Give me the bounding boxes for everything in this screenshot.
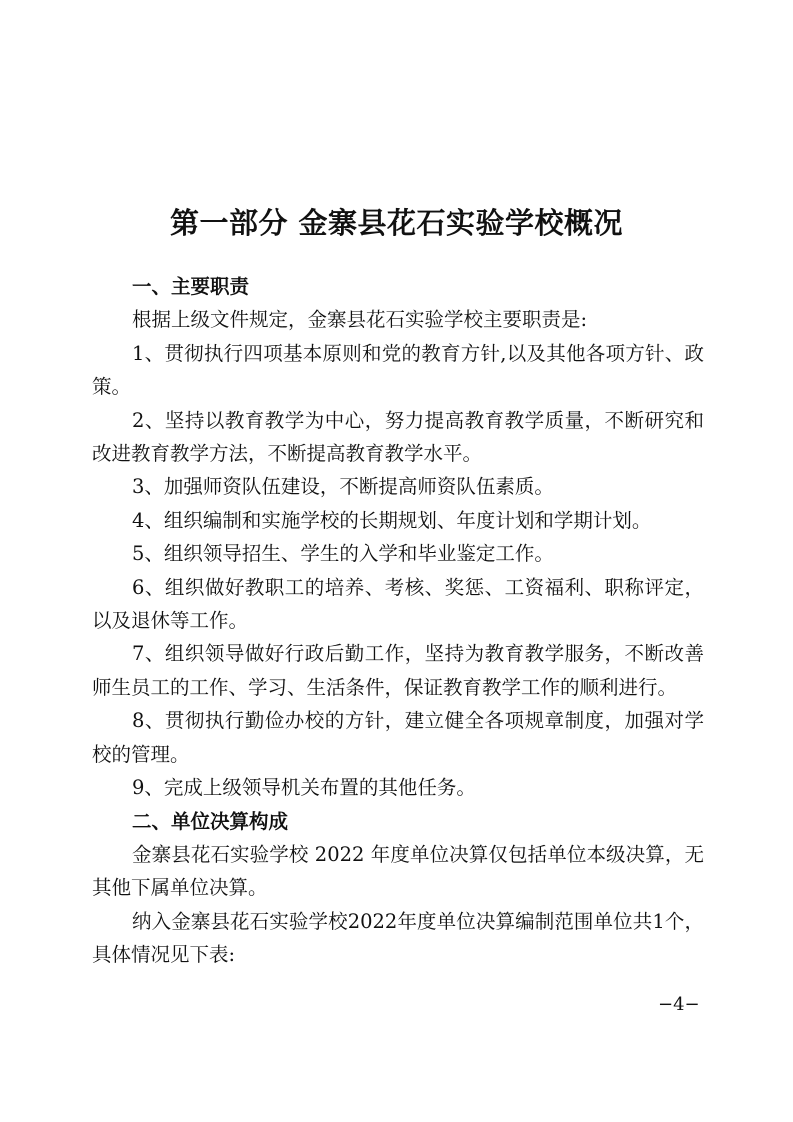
- duties-intro: 根据上级文件规定，金寨县花石实验学校主要职责是:: [132, 308, 588, 332]
- duty-item: 7、组织领导做好行政后勤工作，坚持为教育教学服务，不断改善师生员工的工作、学习、生活条件，保证教育教学工作的顺利进行。: [92, 642, 704, 699]
- duty-item: 2、坚持以教育教学为中心，努力提高教育教学质量，不断研究和改进教育教学方法，不断提高教育教学水平。: [92, 408, 704, 466]
- duty-item: 9、完成上级领导机关布置的其他任务。: [132, 776, 476, 800]
- duty-item: 4、组织编制和实施学校的长期规划、年度计划和学期计划。: [132, 508, 652, 532]
- page-number: −4−: [658, 994, 700, 1015]
- duty-item: 1、贯彻执行四项基本原则和党的教育方针,以及其他各项方针、政策。: [92, 341, 704, 399]
- duty-item: 5、组织领导招生、学生的入学和毕业鉴定工作。: [132, 542, 554, 566]
- document-body: [92, 270, 704, 972]
- page-title: 第一部分 金寨县花石实验学校概况: [169, 206, 624, 240]
- budget-paragraph: 金寨县花石实验学校 2022 年度单位决算仅包括单位本级决算，无其他下属单位决算。: [92, 842, 704, 900]
- section-heading-budget-composition: 二、单位决算构成: [132, 809, 289, 833]
- duty-item: 3、加强师资队伍建设，不断提高师资队伍素质。: [132, 475, 554, 499]
- duty-item: 8、贯彻执行勤俭办校的方针，建立健全各项规章制度，加强对学校的管理。: [92, 709, 704, 766]
- duty-item: 6、组织做好教职工的培养、考核、奖惩、工资福利、职称评定，以及退休等工作。: [92, 575, 704, 633]
- budget-paragraph: 纳入金寨县花石实验学校2022年度单位决算编制范围单位共1个，具体情况见下表:: [92, 909, 704, 967]
- section-heading-duties: 一、主要职责: [132, 275, 250, 298]
